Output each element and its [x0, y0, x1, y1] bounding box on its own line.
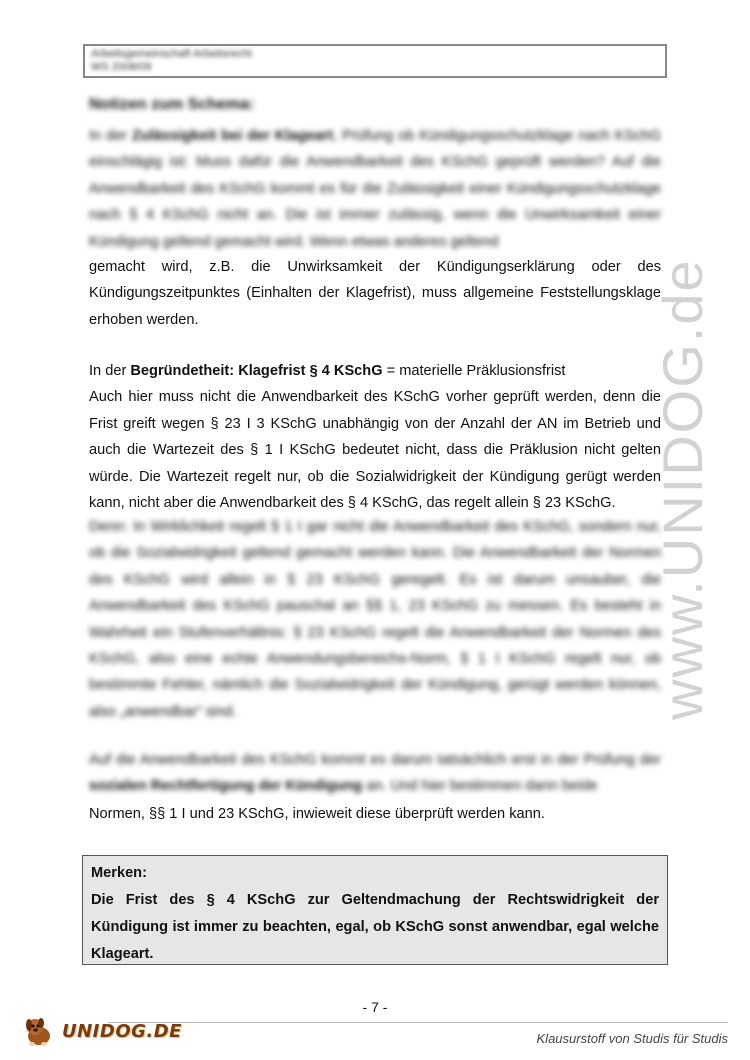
p3-clear-text: Normen, §§ 1 I und 23 KSchG, inwieweit diese überprüft werden kann.: [89, 806, 545, 822]
paragraph-3-blurred: [89, 747, 661, 800]
page-header-box: [83, 44, 667, 78]
notes-title: Notizen zum Schema:: [89, 96, 255, 113]
p2-body: Auch hier muss nicht die Anwendbarkeit des KSchG vorher geprüft werden, denn die Frist greift wegen § 23 I 3 KSchG unabhängig von der Anzahl der AN im Betrieb und auch die Wartezeit des § 1 I KSchG bedeutet nicht, dass die Präklusion nicht gelten würde. Die Wartezeit regelt nur, ob die Sozialwidrigkeit der Kündigung gerügt werden kann, nicht aber die Anwendbarkeit des § 4 KSchG, das regelt allein § 23 KSchG.: [89, 389, 661, 512]
p1-clear-text: gemacht wird, z.B. die Unwirksamkeit der Kündigungserklärung oder des Kündigungszeitpunktes (Einhalten der Klagefrist), muss allgemeine Feststellungsklage erhoben werden.: [89, 259, 661, 328]
p1-blur-b: , Prüfung ob Kündigungsschutzklage nach KSchG einschlägig ist: Muss dafür die Anwendbarkeit des KSchG geprüft werden? Auf die Anwendbarkeit des KSchG kommt es für die Zulässigkeit einer Kündigungsschutzklage nach § 4 KSchG nicht an. Die ist immer zulässig, wenn die Unwirksamkeit einer Kündigung geltend gemacht wird. Wenn etwas anderes geltend: [89, 128, 661, 250]
paragraph-2: [89, 358, 661, 516]
p2-blur-text: Denn: In Wirklichkeit regelt § 1 I gar nicht die Anwendbarkeit des KSchG, sondern nur, ob die Sozialwidrigkeit geltend gemacht werden kann. Die Anwendbarkeit der Normen des KSchG wird allein in § 23 KSchG geregelt. Es ist darum unsauber, die Anwendbarkeit des KSchG pauschal an §§ 1, 23 KSchG zu messen. Es besteht in Wahrheit ein Stufenverhältnis: § 23 KSchG regelt die Anwendbarkeit der Normen des KSchG, also eine echte Anwendungsbereichs-Norm, § 1 I KSchG regelt nur, ob bestimmte Fehler, nämlich die Sozialwidrigkeit der Kündigung, gerügt werden können, also „anwendbar“ sind.: [89, 519, 661, 720]
p1-blur-a: In der: [89, 128, 133, 144]
merken-title: Merken:: [91, 865, 147, 881]
p2-after-bold: = materielle Präklusionsfrist: [382, 363, 566, 379]
p3-blur-bold: sozialen Rechtfertigung der Kündigung: [89, 778, 363, 795]
p3-blur-b: an. Und hier bestimmen dann beide: [362, 778, 598, 795]
footer-divider: [108, 1022, 728, 1023]
p2-intro: In der: [89, 363, 131, 379]
p2-bold: Begründetheit: Klagefrist § 4 KSchG: [130, 363, 383, 379]
merken-box: [82, 855, 668, 965]
paragraph-2-blurred: [89, 514, 661, 725]
unidog-logo: [22, 1015, 182, 1051]
paragraph-1-clear: [89, 254, 661, 333]
paragraph-1-blurred: [89, 123, 661, 255]
paragraph-3-clear: [89, 801, 661, 827]
merken-body: Die Frist des § 4 KSchG zur Geltendmachung der Rechtswidrigkeit der Kündigung ist immer zu beachten, egal, ob KSchG sonst anwendbar, egal welche Klageart.: [91, 892, 659, 962]
dog-icon: [22, 1015, 56, 1049]
header-line-2: WS 2008/09: [91, 61, 152, 73]
footer-tagline: Klausurstoff von Studis für Studis: [536, 1031, 728, 1046]
logo-text: UNIDOG.DE: [62, 1021, 182, 1042]
side-watermark: www.UNIDOG.de: [651, 258, 714, 720]
p3-blur-a: Auf die Anwendbarkeit des KSchG kommt es darum tatsächlich erst in der Prüfung der: [89, 752, 661, 768]
page-number: - 7 -: [362, 999, 388, 1015]
header-line-1: Arbeitsgemeinschaft Arbeitsrecht: [91, 48, 252, 60]
p1-blur-bold: Zulässigkeit bei der Klageart: [132, 128, 334, 144]
